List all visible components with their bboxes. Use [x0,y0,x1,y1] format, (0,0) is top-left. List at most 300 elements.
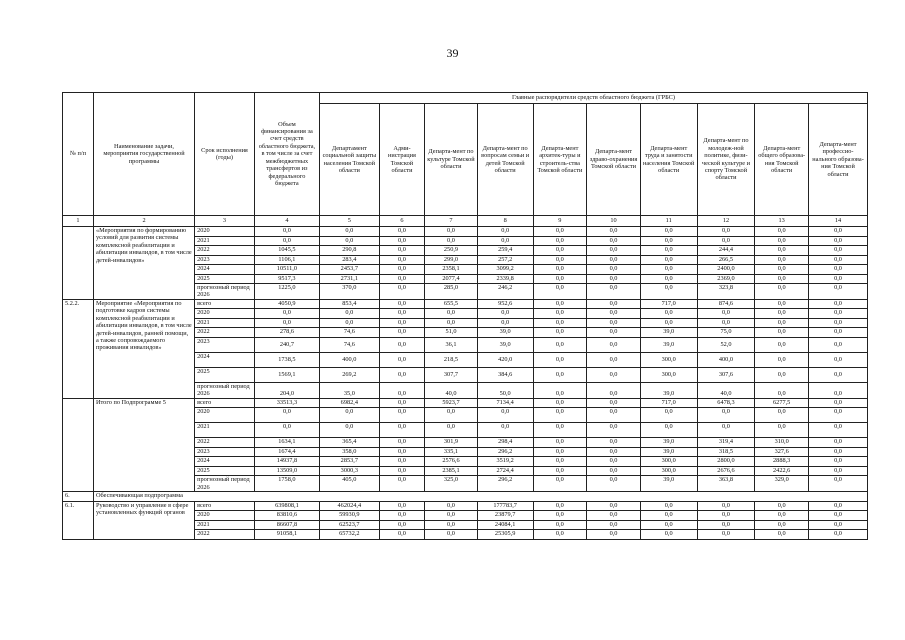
term-cell: 2022 [195,246,255,256]
value-cell: 0,0 [809,520,868,530]
value-cell: 323,8 [697,284,755,300]
value-cell: 0,0 [809,367,868,382]
value-cell: 2576,6 [425,457,478,467]
value-cell: 40,0 [425,382,478,398]
value-cell: 0,0 [587,274,641,284]
value-cell: 0,0 [587,309,641,319]
value-cell: 0,0 [587,501,641,511]
value-cell: 83810,6 [254,511,319,521]
value-cell: 0,0 [809,382,868,398]
value-cell: 0,0 [425,511,478,521]
column-number-row [63,216,868,227]
value-cell: 0,0 [254,318,319,328]
value-cell: 0,0 [809,530,868,540]
header-row-group [63,93,868,104]
value-cell: 204,0 [254,382,319,398]
value-cell: 307,7 [425,367,478,382]
value-cell: 0,0 [587,328,641,338]
value-cell: 0,0 [254,309,319,319]
value-cell: 2400,0 [697,265,755,275]
value-cell: 0,0 [587,466,641,476]
value-cell: 400,0 [319,352,379,367]
value-cell: 39,0 [640,337,697,352]
value-cell: 0,0 [379,466,424,476]
value-cell: 6277,5 [755,398,809,408]
value-cell: 462024,4 [319,501,379,511]
value-cell: 269,2 [319,367,379,382]
value-cell: 0,0 [809,423,868,438]
value-cell: 0,0 [809,236,868,246]
value-cell: 36,1 [425,337,478,352]
table-row [63,501,868,511]
value-cell: 0,0 [809,284,868,300]
value-cell: 0,0 [640,520,697,530]
value-cell: 0,0 [640,423,697,438]
value-cell: 0,0 [379,284,424,300]
value-cell: 218,5 [425,352,478,367]
value-cell: 0,0 [755,309,809,319]
value-cell: 7134,4 [477,398,533,408]
value-cell: 0,0 [379,382,424,398]
value-cell: 0,0 [477,236,533,246]
value-cell: 244,4 [697,246,755,256]
value-cell: 0,0 [319,227,379,237]
value-cell: 300,0 [640,352,697,367]
value-cell: 0,0 [809,408,868,423]
value-cell: 301,9 [425,438,478,448]
value-cell: 246,2 [477,284,533,300]
value-cell: 299,0 [425,255,478,265]
value-cell: 257,2 [477,255,533,265]
value-cell: 86607,8 [254,520,319,530]
value-cell: 0,0 [379,476,424,492]
term-cell: 2024 [195,265,255,275]
value-cell: 24084,1 [477,520,533,530]
value-cell: 0,0 [809,318,868,328]
value-cell: 0,0 [379,398,424,408]
value-cell: 0,0 [533,337,587,352]
value-cell: 0,0 [533,274,587,284]
value-cell: 0,0 [755,501,809,511]
value-cell: 0,0 [379,236,424,246]
value-cell: 0,0 [640,501,697,511]
value-cell: 853,4 [319,299,379,309]
value-cell: 0,0 [587,367,641,382]
value-cell: 2888,3 [755,457,809,467]
value-cell: 65732,2 [319,530,379,540]
value-cell: 0,0 [640,227,697,237]
value-cell: 2731,1 [319,274,379,284]
value-cell: 0,0 [755,299,809,309]
value-cell: 0,0 [640,408,697,423]
header-grbs: Адми-нистрация Томской области [379,104,424,216]
value-cell: 0,0 [697,511,755,521]
value-cell: 952,6 [477,299,533,309]
value-cell: 0,0 [533,318,587,328]
term-cell: 2021 [195,423,255,438]
value-cell: 0,0 [254,423,319,438]
value-cell: 177783,7 [477,501,533,511]
value-cell: 0,0 [533,438,587,448]
value-cell: 0,0 [477,423,533,438]
value-cell: 0,0 [587,246,641,256]
value-cell: 0,0 [533,265,587,275]
item-name: Итого по Подпрограмме 5 [93,398,194,491]
value-cell: 0,0 [379,274,424,284]
value-cell: 0,0 [425,309,478,319]
value-cell: 0,0 [697,227,755,237]
value-cell: 0,0 [379,438,424,448]
value-cell: 52,0 [697,337,755,352]
value-cell: 0,0 [755,520,809,530]
column-number: 14 [809,216,868,227]
value-cell: 2077,4 [425,274,478,284]
value-cell: 75,0 [697,328,755,338]
term-cell: 2022 [195,328,255,338]
value-cell: 23879,7 [477,511,533,521]
value-cell: 0,0 [533,246,587,256]
value-cell: 0,0 [533,299,587,309]
value-cell: 0,0 [697,309,755,319]
value-cell: 358,0 [319,447,379,457]
value-cell: 1045,5 [254,246,319,256]
value-cell: 0,0 [533,423,587,438]
value-cell: 0,0 [697,236,755,246]
term-cell: прогнозный период 2026 [195,382,255,398]
column-number: 4 [254,216,319,227]
value-cell: 0,0 [755,284,809,300]
value-cell: 6478,3 [697,398,755,408]
value-cell: 2358,1 [425,265,478,275]
value-cell: 0,0 [809,501,868,511]
value-cell: 0,0 [809,511,868,521]
value-cell: 3519,2 [477,457,533,467]
term-cell: 2022 [195,530,255,540]
value-cell: 1634,1 [254,438,319,448]
value-cell: 0,0 [587,457,641,467]
value-cell: 10511,0 [254,265,319,275]
term-cell: 2022 [195,438,255,448]
value-cell: 0,0 [379,309,424,319]
value-cell: 0,0 [697,408,755,423]
value-cell: 285,0 [425,284,478,300]
value-cell: 0,0 [755,382,809,398]
value-cell: 0,0 [587,423,641,438]
value-cell: 0,0 [533,501,587,511]
value-cell: 39,0 [640,476,697,492]
value-cell: 6982,4 [319,398,379,408]
value-cell: 0,0 [755,246,809,256]
value-cell: 0,0 [533,328,587,338]
value-cell: 0,0 [379,352,424,367]
value-cell: 0,0 [379,318,424,328]
value-cell: 74,6 [319,328,379,338]
value-cell: 0,0 [640,511,697,521]
value-cell: 1569,1 [254,367,319,382]
value-cell: 9517,3 [254,274,319,284]
value-cell: 3099,2 [477,265,533,275]
column-number: 7 [425,216,478,227]
value-cell: 0,0 [755,530,809,540]
value-cell: 0,0 [809,352,868,367]
value-cell: 0,0 [809,328,868,338]
value-cell: 0,0 [755,337,809,352]
value-cell: 0,0 [533,367,587,382]
header-grbs: Департа-мент по молодеж-ной политике, физи-ческой культуре и спорту Томской области [697,104,755,216]
value-cell: 2422,6 [755,466,809,476]
value-cell: 0,0 [477,309,533,319]
value-cell: 0,0 [755,408,809,423]
value-cell: 335,1 [425,447,478,457]
column-number: 9 [533,216,587,227]
value-cell: 2339,8 [477,274,533,284]
section-row [63,492,868,502]
value-cell: 91058,1 [254,530,319,540]
value-cell: 0,0 [379,408,424,423]
value-cell: 0,0 [697,520,755,530]
column-number: 12 [697,216,755,227]
value-cell: 2724,4 [477,466,533,476]
value-cell: 0,0 [809,227,868,237]
value-cell: 5923,7 [425,398,478,408]
value-cell: 0,0 [587,227,641,237]
section-number: 6. [63,492,94,502]
value-cell: 0,0 [587,438,641,448]
value-cell: 0,0 [379,511,424,521]
value-cell: 0,0 [755,265,809,275]
item-number [63,227,94,300]
value-cell: 365,4 [319,438,379,448]
value-cell: 400,0 [697,352,755,367]
column-number: 2 [93,216,194,227]
term-cell: прогнозный период 2026 [195,476,255,492]
value-cell: 14937,8 [254,457,319,467]
value-cell: 0,0 [425,423,478,438]
value-cell: 0,0 [587,520,641,530]
value-cell: 39,0 [640,438,697,448]
value-cell: 0,0 [379,530,424,540]
value-cell: 2853,7 [319,457,379,467]
value-cell: 0,0 [755,318,809,328]
term-cell: 2020 [195,227,255,237]
value-cell: 0,0 [379,227,424,237]
value-cell: 40,0 [697,382,755,398]
value-cell: 0,0 [533,236,587,246]
value-cell: 370,0 [319,284,379,300]
value-cell: 25305,9 [477,530,533,540]
value-cell: 0,0 [755,423,809,438]
header-grbs: Департа-мент общего образова-ния Томской области [755,104,809,216]
value-cell: 0,0 [379,367,424,382]
value-cell: 0,0 [640,265,697,275]
value-cell: 0,0 [587,255,641,265]
value-cell: 0,0 [809,265,868,275]
value-cell: 0,0 [533,520,587,530]
term-cell: 2020 [195,408,255,423]
term-cell: 2023 [195,255,255,265]
value-cell: 2453,7 [319,265,379,275]
value-cell: 307,6 [697,367,755,382]
financing-table [62,92,868,540]
term-cell: 2023 [195,447,255,457]
value-cell: 59930,9 [319,511,379,521]
column-number: 1 [63,216,94,227]
term-cell: всего [195,501,255,511]
value-cell: 0,0 [425,501,478,511]
value-cell: 0,0 [379,337,424,352]
value-cell: 0,0 [254,236,319,246]
value-cell: 655,5 [425,299,478,309]
value-cell: 3000,3 [319,466,379,476]
value-cell: 51,0 [425,328,478,338]
value-cell: 0,0 [755,227,809,237]
value-cell: 0,0 [533,227,587,237]
value-cell: 0,0 [755,352,809,367]
column-number: 5 [319,216,379,227]
value-cell: 0,0 [425,227,478,237]
value-cell: 327,6 [755,447,809,457]
value-cell: 0,0 [755,236,809,246]
value-cell: 0,0 [755,511,809,521]
value-cell: 0,0 [379,255,424,265]
item-name: Мероприятие «Мероприятия по подготовке кадров системы комплексной реабилитации и абилитации инвалидов, в том числе детей-инвалидов, ранней помощи, а также сопровождаемого проживания инвалидов» [93,299,194,398]
header-grbs: Департа-мент труда и занятости населения Томской области [640,104,697,216]
item-number [63,398,94,491]
value-cell: 310,0 [755,438,809,448]
term-cell: 2025 [195,466,255,476]
value-cell: 325,0 [425,476,478,492]
value-cell: 0,0 [587,299,641,309]
value-cell: 0,0 [697,318,755,328]
value-cell: 0,0 [379,265,424,275]
value-cell: 0,0 [640,274,697,284]
value-cell: 250,9 [425,246,478,256]
value-cell: 266,5 [697,255,755,265]
value-cell: 39,0 [477,337,533,352]
value-cell: 278,6 [254,328,319,338]
value-cell: 0,0 [587,337,641,352]
value-cell: 0,0 [587,408,641,423]
header-grbs-group: Главные распорядители средств областного бюджета (ГРБС) [319,93,867,104]
value-cell: 0,0 [809,466,868,476]
value-cell: 0,0 [640,246,697,256]
value-cell: 296,2 [477,447,533,457]
term-cell: 2025 [195,367,255,382]
value-cell: 1225,0 [254,284,319,300]
value-cell: 0,0 [640,255,697,265]
value-cell: 1758,0 [254,476,319,492]
value-cell: 0,0 [379,328,424,338]
value-cell: 0,0 [587,318,641,328]
value-cell: 0,0 [587,236,641,246]
value-cell: 0,0 [809,309,868,319]
value-cell: 0,0 [319,309,379,319]
value-cell: 0,0 [425,408,478,423]
value-cell: 0,0 [379,501,424,511]
value-cell: 2800,0 [697,457,755,467]
value-cell: 0,0 [533,352,587,367]
value-cell: 0,0 [425,520,478,530]
value-cell: 0,0 [809,447,868,457]
table-row [63,398,868,408]
value-cell: 0,0 [587,382,641,398]
value-cell: 0,0 [379,423,424,438]
value-cell: 0,0 [755,274,809,284]
value-cell: 283,4 [319,255,379,265]
value-cell: 0,0 [755,328,809,338]
value-cell: 0,0 [533,284,587,300]
table-row [63,227,868,237]
value-cell: 0,0 [809,398,868,408]
term-cell: 2021 [195,236,255,246]
value-cell: 0,0 [809,457,868,467]
value-cell: 0,0 [477,408,533,423]
value-cell: 2369,0 [697,274,755,284]
header-col-no: № п/п [63,93,94,216]
value-cell: 0,0 [533,511,587,521]
value-cell: 259,4 [477,246,533,256]
column-number: 10 [587,216,641,227]
term-cell: 2021 [195,520,255,530]
term-cell: 2021 [195,318,255,328]
value-cell: 0,0 [587,284,641,300]
value-cell: 0,0 [809,299,868,309]
value-cell: 0,0 [697,501,755,511]
value-cell: 0,0 [533,255,587,265]
header-col-term: Срок исполнения (годы) [195,93,255,216]
value-cell: 0,0 [533,382,587,398]
header-grbs: Департа-мент по вопросам семьи и детей Томской области [477,104,533,216]
value-cell: 298,4 [477,438,533,448]
value-cell: 0,0 [755,255,809,265]
column-number: 13 [755,216,809,227]
value-cell: 0,0 [477,227,533,237]
value-cell: 1106,1 [254,255,319,265]
term-cell: 2020 [195,309,255,319]
value-cell: 0,0 [640,284,697,300]
value-cell: 39,0 [477,328,533,338]
item-name: «Мероприятия по формированию условий для развития системы комплексной реабилитации и абилитации инвалидов, в том числе детей-инвалидов» [93,227,194,300]
column-number: 6 [379,216,424,227]
value-cell: 300,0 [640,457,697,467]
value-cell: 0,0 [319,423,379,438]
section-label: Обеспечивающая подпрограмма [93,492,867,502]
value-cell: 0,0 [809,337,868,352]
value-cell: 0,0 [533,408,587,423]
term-cell: 2020 [195,511,255,521]
value-cell: 0,0 [587,352,641,367]
value-cell: 0,0 [425,236,478,246]
value-cell: 240,7 [254,337,319,352]
header-grbs: Департамент социальной защиты населения Томской области [319,104,379,216]
value-cell: 717,0 [640,299,697,309]
value-cell: 0,0 [809,438,868,448]
value-cell: 300,0 [640,367,697,382]
value-cell: 0,0 [587,398,641,408]
value-cell: 0,0 [533,466,587,476]
value-cell: 0,0 [587,265,641,275]
value-cell: 0,0 [319,236,379,246]
value-cell: 0,0 [379,299,424,309]
value-cell: 74,6 [319,337,379,352]
value-cell: 0,0 [809,274,868,284]
value-cell: 0,0 [533,476,587,492]
header-grbs: Департа-мент архитек-туры и строитель-ства Томской области [533,104,587,216]
value-cell: 0,0 [379,457,424,467]
header-grbs: Департа-мент профессио-нального образова-ния Томской области [809,104,868,216]
value-cell: 50,0 [477,382,533,398]
value-cell: 2676,6 [697,466,755,476]
